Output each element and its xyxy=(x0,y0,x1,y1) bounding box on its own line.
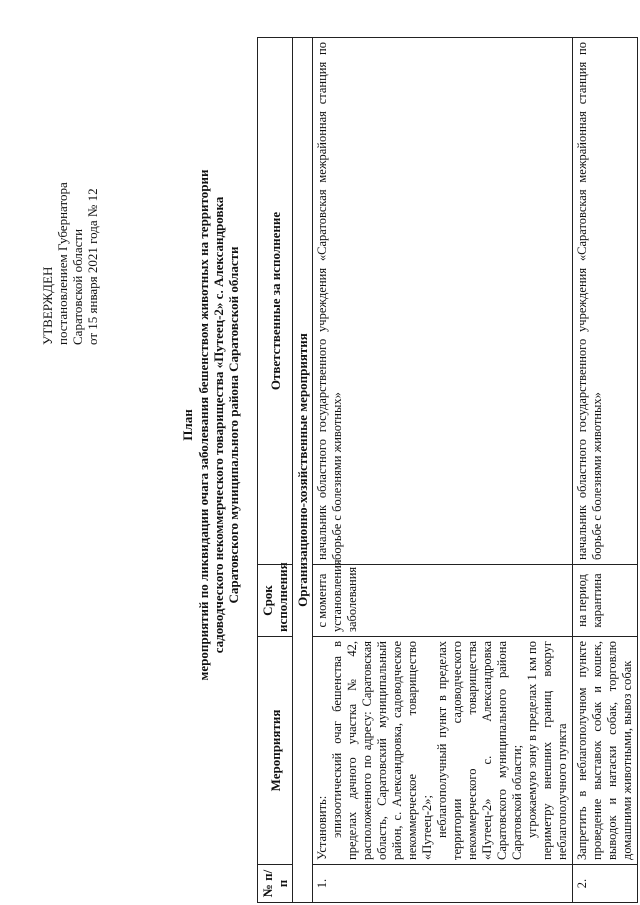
header-term: Срок исполнения xyxy=(258,565,293,637)
row-measure xyxy=(313,637,573,865)
section-title: Организационно-хозяйственные мероприятия xyxy=(293,38,313,903)
row-number: 1. xyxy=(313,865,573,903)
measure-paragraph: неблагополучный пункт в пределах территории садоводческого некоммерческого товарищества «Путеец-2» с. Александровка Саратовского муниципального района Саратовской области; xyxy=(435,641,524,860)
plan-title: План xyxy=(180,409,195,441)
table-header-row xyxy=(258,38,293,903)
row-responsible: начальник областного государственного учреждения «Саратовская межрайонная станция по борьбе с болезнями животных» xyxy=(573,38,638,565)
plan-subtitle-line: Саратовского муниципального района Саратовской области xyxy=(226,246,241,604)
measure-paragraph: эпизоотический очаг бешенства в пределах дачного участка № 42, расположенного по адресу: Саратовская область, Саратовский муниципальный район, с. Александровка, садоводческое некоммерческое товарищество «Путеец-2»; xyxy=(330,641,434,860)
table-row xyxy=(573,38,638,903)
approval-line: постановлением Губернатора xyxy=(55,182,70,345)
row-term: с момента установления заболевания xyxy=(313,565,573,637)
approval-block xyxy=(40,182,100,345)
row-responsible: начальник областного государственного учреждения «Саратовская межрайонная станция по борьбе с болезнями животных» xyxy=(313,38,573,565)
header-num: № п/п xyxy=(258,865,293,903)
measure-intro: Установить: xyxy=(315,795,329,860)
row-measure: Запретить в неблагополучном пункте проведение выставок собак и кошек, выводок и натаски собак, торговлю домашними животными, вывоз собак xyxy=(573,637,638,865)
header-measures: Мероприятия xyxy=(258,637,293,865)
table-row xyxy=(313,38,573,903)
approval-line: Саратовской области xyxy=(70,228,85,345)
approval-line: от 15 января 2021 года № 12 xyxy=(85,188,100,345)
measure-paragraph: угрожаемую зону в пределах 1 км по периметру внешних границ вокруг неблагополучного пункта xyxy=(525,641,569,860)
plan-subtitle-line: садоводческого некоммерческого товарищества «Путеец-2» с. Александровка xyxy=(211,196,226,654)
plan-subtitle xyxy=(196,0,241,865)
header-responsible: Ответственные за исполнение xyxy=(258,38,293,565)
plan-subtitle-line: мероприятий по ликвидации очага заболевания бешенством животных на территории xyxy=(196,169,211,681)
row-number: 2. xyxy=(573,865,638,903)
row-term: на период карантина xyxy=(573,565,638,637)
approval-line: УТВЕРЖДЕН xyxy=(40,266,55,345)
section-row xyxy=(293,38,313,903)
measures-table xyxy=(257,37,638,903)
